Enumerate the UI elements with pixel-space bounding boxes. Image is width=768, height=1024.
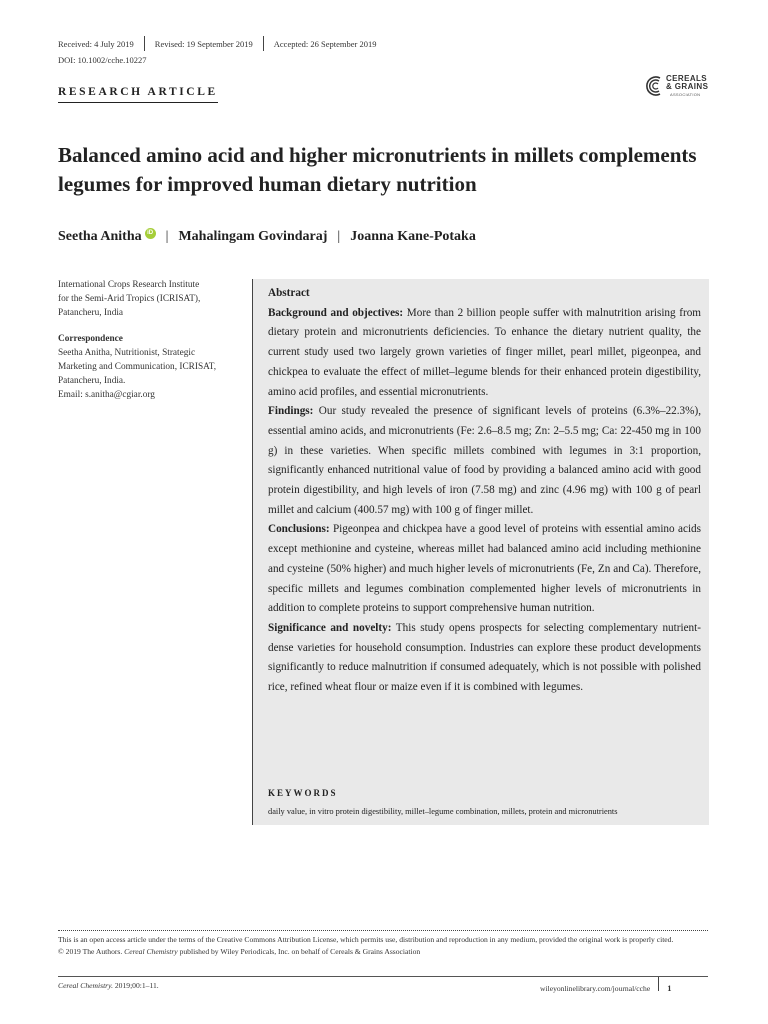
abstract-heading: Abstract [268,287,310,299]
affiliation-line: International Crops Research Institute [58,280,200,290]
article-type-label: RESEARCH ARTICLE [58,86,218,103]
orcid-icon[interactable]: iD [145,228,156,239]
copyright-prefix: © 2019 The Authors. [58,947,125,956]
paper-title: Balanced amino acid and higher micronutrients in millets complements legumes for improved human dietary nutrition [58,143,697,196]
author-separator: | [165,229,169,244]
divider [144,36,145,51]
logo-text-line2: & GRAINS [666,82,709,91]
abstract-conclusions [268,520,701,619]
citation-text: 2019;00:1–11. [112,981,159,990]
section-label: Findings: [268,405,314,418]
copyright-suffix: published by Wiley Periodicals, Inc. on behalf of Cereals & Grains Association [177,947,421,956]
cereals-grains-logo [644,74,714,102]
journal-name: Cereal Chemistry [124,947,178,956]
keywords-list: daily value, in vitro protein digestibility, millet–legume combination, millets, protein and micronutrients [268,807,618,816]
footer-right [540,981,671,995]
journal-url[interactable]: wileyonlinelibrary.com/journal/cche [540,983,651,993]
accepted-date: Accepted: 26 September 2019 [273,38,377,49]
section-text: More than 2 billion people suffer with malnutrition arising from dietary protein and micronutrients deficiencies. To enhance the dietary nutrient quality, the current study used two largely grown varieties of finger millet, pearl millet, pigeonpea, and chickpea to evaluate the effect of millet–legume blends for their enhanced protein digestibility, amino acid profiles, and essential micronutrients. [268,306,702,398]
abstract-significance [268,619,701,698]
author-name[interactable]: Mahalingam Govindaraj [178,229,328,244]
copyright-text [58,946,710,958]
section-label: Significance and novelty: [268,621,392,634]
article-dates [58,36,376,51]
journal-citation [58,981,159,990]
correspondence-line: Seetha Anitha, Nutritionist, Strategic [58,348,196,358]
correspondence-line: Marketing and Communication, ICRISAT, [58,362,217,372]
correspondence-email[interactable]: Email: s.anitha@cgiar.org [58,390,155,400]
revised-date: Revised: 19 September 2019 [154,38,253,49]
journal-name: Cereal Chemistry. [58,981,113,990]
logo-text-line3: ASSOCIATION [670,92,701,97]
abstract-findings [268,402,701,520]
footnote [58,934,710,958]
correspondence-heading: Correspondence [58,334,123,344]
footnote-divider [58,930,708,931]
author-list [58,229,476,245]
abstract-background [268,304,701,403]
section-text: This study opens prospects for selecting complementary nutrient-dense varieties for household consumption. Industries can explore these product developments significantly to reduce malnutrition if consumed adequately, which is not possible with polished rice, refined wheat flour or maize even if it is combined with legumes. [268,621,701,694]
footer-divider [58,976,708,977]
affiliation-block [58,278,243,402]
affiliation-line: for the Semi-Arid Tropics (ICRISAT), [58,294,201,304]
author-name[interactable]: Joanna Kane-Potaka [350,229,476,244]
logo-text-line1: CEREALS [666,74,708,83]
divider [658,977,659,991]
divider [263,36,264,51]
keywords-heading: KEYWORDS [268,788,338,798]
cereals-grains-logo-icon [644,74,666,98]
author-separator: | [337,229,341,244]
license-text: This is an open access article under the terms of the Creative Commons Attribution License, which permits use, distribution and reproduction in any medium, provided the original work is properly cited. [58,935,674,944]
author-name[interactable]: Seetha Anitha [58,229,142,244]
abstract-box [252,279,709,825]
received-date: Received: 4 July 2019 [58,38,134,49]
page-number: 1 [667,983,672,993]
doi: DOI: 10.1002/cche.10227 [58,55,147,65]
section-text: Our study revealed the presence of significant levels of proteins (6.3%–22.3%), essential amino acids, and micronutrients (Fe: 2.6–8.5 mg; Zn: 2–5.5 mg; Ca: 22-450 mg in 100 g) in these varieties. When specific millets combined with legumes in 3:1 proportion, significantly enhanced nutritional value of food by providing a balanced amino acid with good protein digestibility, and high levels of iron (7.58 mg) and zinc (4.96 mg) with 100 g of pearl millet and calcium (400.57 mg) with 100 g of finger millet. [268,405,701,516]
section-label: Background and objectives: [268,306,404,319]
correspondence-line: Patancheru, India. [58,376,126,386]
section-label: Conclusions: [268,523,330,536]
section-text: Pigeonpea and chickpea have a good level of proteins with essential amino acids except methionine and cysteine, whereas millet had balanced amino acid including methionine and cysteine (50% higher) and much higher levels of micronutrients (Fe, Zn and Ca). Therefore, specific millets and legumes combination complemented higher levels of micronutrients in addition to complete proteins to support comprehensive human nutrition. [268,523,701,615]
affiliation-line: Patancheru, India [58,308,124,318]
